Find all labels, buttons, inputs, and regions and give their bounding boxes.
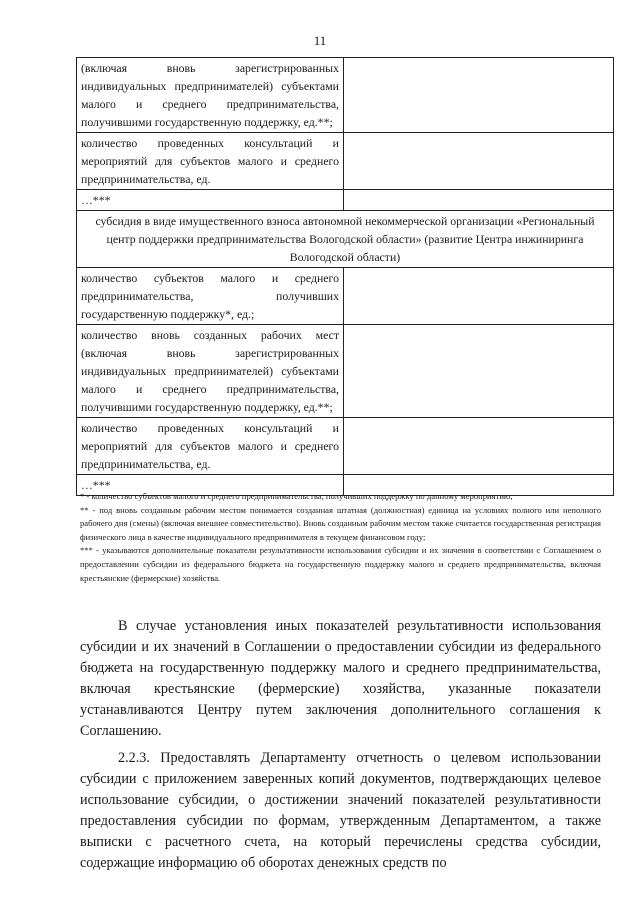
- indicator-value: [344, 58, 614, 133]
- subsidy-section-heading: субсидия в виде имущественного взноса автономной некоммерческой организации «Региональный центр поддержки предпринимательства Вологодской области» (развитие Центра инжиниринга Вологодской области): [77, 211, 614, 268]
- indicator-value: [344, 418, 614, 475]
- footnote: *** - указываются дополнительные показатели результативности использования субсидии и их значения в соответствии с Соглашением о предоставлении субсидии из федерального бюджета на государственную поддержку малого и среднего предпринимательства, включая крестьянские (фермерские) хозяйства.: [80, 545, 601, 583]
- additional-indicator-label: …***: [77, 190, 344, 211]
- table-row: [77, 211, 614, 268]
- indicator-value: [344, 133, 614, 190]
- paragraph: В случае установления иных показателей результативности использования субсидии и их значений в Соглашении о предоставлении субсидии из федерального бюджета на государственную поддержку малого и среднего предпринимательства, включая крестьянские (фермерские) хозяйства, указанные показатели устанавливаются Центру путем заключения дополнительного соглашения к Соглашению.: [80, 618, 601, 739]
- indicator-value: [344, 325, 614, 418]
- additional-indicator-label: …***: [77, 475, 344, 496]
- indicator-value: [344, 268, 614, 325]
- table-row: [77, 268, 614, 325]
- page-number: 11: [313, 33, 327, 48]
- table-row: [77, 133, 614, 190]
- indicator-value: [344, 190, 614, 211]
- indicator-label: количество проведенных консультаций и мероприятий для субъектов малого и среднего предпринимательства, ед.: [77, 418, 344, 475]
- indicator-label: количество субъектов малого и среднего предпринимательства, получивших государственную поддержку*, ед.;: [77, 268, 344, 325]
- table-row: [77, 325, 614, 418]
- footnotes: [80, 490, 601, 585]
- table-row: [77, 190, 614, 211]
- paragraph: 2.2.3. Предоставлять Департаменту отчетность о целевом использовании субсидии с приложением заверенных копий документов, подтверждающих целевое использование субсидии, о достижении значений показателей результативности предоставления субсидии по формам, утвержденным Департаментом, а также выписки с расчетного счета, на который перечислены средства субсидии, содержащие информацию об оборотах денежных средств по: [80, 750, 601, 871]
- table-row: [77, 418, 614, 475]
- footnote: * - количество субъектов малого и среднего предпринимательства, получивших поддержку по данному мероприятию;: [80, 491, 513, 501]
- indicator-label: количество проведенных консультаций и мероприятий для субъектов малого и среднего предпринимательства, ед.: [77, 133, 344, 190]
- table-row: [77, 58, 614, 133]
- indicator-label: (включая вновь зарегистрированных индивидуальных предпринимателей) субъектами малого и среднего предпринимательства, получившими государственную поддержку, ед.**;: [77, 58, 344, 133]
- footnote: ** - под вновь созданным рабочим местом понимается созданная штатная (должностная) единица на условиях полного или неполного рабочего дня (смены) (включая внешнее совместительство). Вновь созданным рабочим местом также считается государственная регистрация физического лица в качестве индивидуального предпринимателя в текущем финансовом году;: [80, 504, 601, 542]
- body-text: [80, 616, 601, 880]
- indicator-label: количество вновь созданных рабочих мест (включая вновь зарегистрированных индивидуальных предпринимателей) субъектами малого и среднего предпринимательства, получившими государственную поддержку, ед.**;: [77, 325, 344, 418]
- indicators-table: [76, 57, 614, 496]
